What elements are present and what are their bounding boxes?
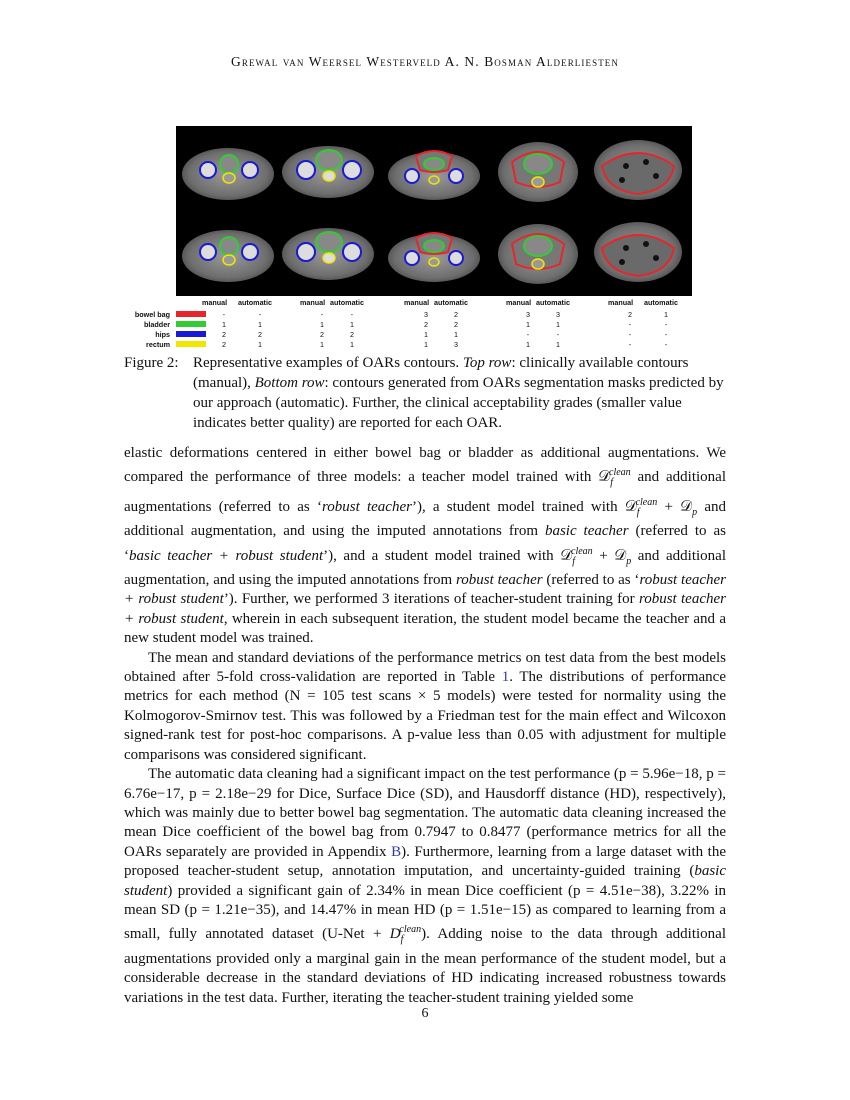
- grade-cell: -: [258, 310, 262, 319]
- grade-column-header: manual: [300, 298, 326, 307]
- grade-cell: 3: [454, 340, 458, 349]
- grade-cell: -: [664, 330, 668, 339]
- grade-cell: -: [664, 340, 668, 349]
- oar-color-swatch: [176, 321, 206, 327]
- grade-cell: 2: [424, 320, 428, 329]
- grade-cell: 3: [556, 310, 560, 319]
- slice-3-automatic: [388, 233, 480, 282]
- caption-label: Figure 2:: [124, 355, 179, 371]
- grade-column-header: manual: [404, 298, 430, 307]
- grade-cell: 2: [320, 330, 324, 339]
- grade-cell: 1: [526, 340, 530, 349]
- grade-cell: 1: [258, 340, 262, 349]
- paragraph-1: elastic deformations centered in either bowel bag or bladder as additional augmentations. We compared the performance of three models: a teacher model trained with 𝒟$_f^{clean}$ and additional augmentations (referred to as ‘robust teacher’), a student model trained with 𝒟$_f^{clean}$ + 𝒟$_p$ and additional augmentation, and using the imputed annotations from basic teacher (referred to as ‘basic teacher + robust student’), and a student model trained with 𝒟$_f^{clean}$ + 𝒟$_p$ and additional augmentation, and using the imputed annotations from robust teacher (referred to as ‘robust teacher + robust student’). Further, we performed 3 iterations of teacher-student training for robust teacher + robust student, wherein in each subsequent iteration, the student model became the teacher and a new student model was trained.: [124, 445, 727, 647]
- grade-cell: 1: [454, 330, 458, 339]
- slice-4-manual: [498, 142, 578, 202]
- grade-cell: 1: [556, 320, 560, 329]
- grade-row-label: bladder: [144, 320, 170, 329]
- grade-cell: -: [628, 340, 632, 349]
- figure-caption: [124, 353, 726, 433]
- grade-cell: -: [664, 320, 668, 329]
- grade-cell: 2: [222, 330, 226, 339]
- grade-column-header: automatic: [434, 298, 468, 307]
- running-header: Grewal van Weersel Westerveld A. N. Bosman Alderliesten: [231, 54, 619, 69]
- grade-cell: 2: [222, 340, 226, 349]
- grade-column-header: automatic: [536, 298, 570, 307]
- grade-cell: 2: [350, 330, 354, 339]
- grade-row-label: hips: [155, 330, 170, 339]
- grade-cell: -: [628, 320, 632, 329]
- grade-cell: 1: [556, 340, 560, 349]
- grade-cell: -: [222, 310, 226, 319]
- slice-1-automatic: [182, 230, 274, 282]
- oar-color-swatch: [176, 341, 206, 347]
- grade-cell: 2: [454, 320, 458, 329]
- grade-cell: 1: [424, 330, 428, 339]
- table-1-link[interactable]: 1: [501, 669, 510, 686]
- grade-column-header: automatic: [238, 298, 272, 307]
- grade-cell: 2: [258, 330, 262, 339]
- grade-cell: 2: [454, 310, 458, 319]
- slice-4-automatic: [498, 224, 578, 284]
- grade-cell: -: [628, 330, 632, 339]
- paragraph-2: The mean and standard deviations of the performance metrics on test data from the best models obtained after 5-fold cross-validation are reported in Table 1. The distributions of performance metrics for each method (N = 105 test scans × 5 models) were tested for normality using the Kolmogorov-Smirnov test. This was followed by a Friedman test for the main effect and Wilcoxon signed-rank test for post-hoc comparisons. A p-value less than 0.05 with adjustment for multiple comparisons was considered significant.: [124, 649, 726, 763]
- oar-color-swatch: [176, 331, 206, 337]
- grade-cell: -: [526, 330, 530, 339]
- page-number: 6: [421, 1006, 429, 1021]
- paragraph-3: The automatic data cleaning had a significant impact on the test performance (p = 5.96e−18, p = 6.76e−17, p = 2.18e−29 for Dice, Surface Dice (SD), and Hausdorff distance (HD), respectively), which was mainly due to better bowel bag segmentation. The automatic data cleaning increased the mean Dice coefficient of the bowel bag from 0.7947 to 0.8477 (performance metrics for all the OARs separately are provided in Appendix B). Furthermore, learning from a large dataset with the proposed teacher-student setup, annotation imputation, and uncertainty-guided training (basic student) provided a significant gain of 2.34% in mean Dice coefficient (p = 4.51e−38), 3.22% in mean SD (p = 1.21e−35), and 14.47% in mean HD (p = 1.51e−15) as compared to learning from a small, fully annotated dataset $(U-Net + D_f^{clean})$. Adding noise to the data through additional augmentations provided only a marginal gain in the mean performance of the student model, but a considerable decrease in the standard deviations of HD indicating increased robustness towards variations in the test data. Further, iterating the teacher-student training yielded some: [124, 766, 727, 1006]
- grade-row-label: rectum: [146, 340, 170, 349]
- grade-column-header: manual: [506, 298, 532, 307]
- slice-3-manual: [388, 151, 480, 200]
- grade-cell: 3: [526, 310, 530, 319]
- slice-2-automatic: [282, 228, 374, 280]
- caption-text: Representative examples of OARs contours. Top row: clinically available contours (manual), Bottom row: contours generated from OARs segmentation masks predicted by our approach (automatic). Further, the clinical acceptability grades (smaller value indicates better quality) are reported for each OAR.: [193, 355, 724, 431]
- grade-cell: 3: [424, 310, 428, 319]
- slice-1-manual: [182, 148, 274, 200]
- grade-cell: 1: [222, 320, 226, 329]
- acceptability-grades-table: [130, 296, 700, 352]
- grade-column-header: manual: [608, 298, 634, 307]
- grade-column-header: automatic: [644, 298, 678, 307]
- grade-cell: 1: [350, 320, 354, 329]
- grade-row-label: bowel bag: [134, 310, 170, 319]
- grade-cell: 1: [526, 320, 530, 329]
- appendix-b-link[interactable]: B: [391, 843, 402, 860]
- grade-cell: 1: [424, 340, 428, 349]
- slice-2-manual: [282, 146, 374, 198]
- ct-slices-image: [176, 126, 692, 296]
- grade-cell: -: [556, 330, 560, 339]
- grade-column-header: manual: [202, 298, 228, 307]
- grade-column-header: automatic: [330, 298, 364, 307]
- grade-cell: 1: [320, 340, 324, 349]
- slice-5-automatic: [594, 222, 682, 282]
- grade-cell: 1: [664, 310, 668, 319]
- grade-cell: -: [320, 310, 324, 319]
- grade-cell: 1: [258, 320, 262, 329]
- grade-cell: 2: [628, 310, 632, 319]
- grade-cell: 1: [320, 320, 324, 329]
- oar-color-swatch: [176, 311, 206, 317]
- grade-cell: 1: [350, 340, 354, 349]
- ct-contour-figure: [176, 126, 692, 296]
- body-text: [124, 444, 726, 1008]
- grade-cell: -: [350, 310, 354, 319]
- slice-5-manual: [594, 140, 682, 200]
